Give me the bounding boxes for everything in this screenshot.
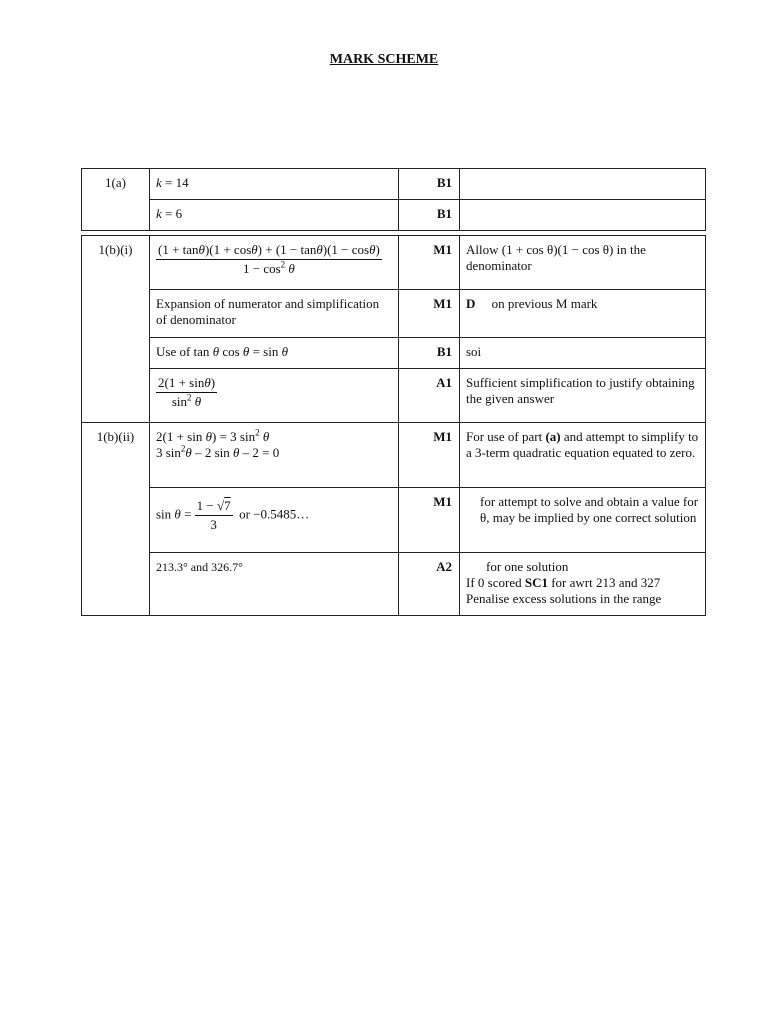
answer-cell: sin θ = $\frac{1 - √7}{3}$ or −0.5485… (150, 488, 399, 553)
table-row (82, 236, 706, 290)
mark-cell: M1 (399, 488, 460, 553)
table-row (82, 369, 706, 423)
mark-cell: M1 (399, 423, 460, 488)
mark-cell: A2 (399, 553, 460, 616)
note-cell: Sufficient simplification to justify obtaining the given answer (460, 369, 706, 423)
note-cell: for attempt to solve and obtain a value for θ, may be implied by one correct solution (460, 488, 706, 553)
answer-cell: Use of tan θ cos θ = sin θ (150, 338, 399, 369)
note-cell: soi (460, 338, 706, 369)
note-cell: For use of part (a) and attempt to simplify to a 3-term quadratic equation equated to zero. (460, 423, 706, 488)
note-cell: Allow (1 + cos θ)(1 − cos θ) in the denominator (460, 236, 706, 290)
question-number: 1(b)(ii) (82, 423, 150, 616)
table-row (82, 200, 706, 231)
page-title: MARK SCHEME (329, 52, 439, 67)
mark-cell: M1 (399, 236, 460, 290)
note-cell: for one solution If 0 scored SC1 for awrt 213 and 327 Penalise excess solutions in the range (460, 553, 706, 616)
mark-cell: B1 (399, 200, 460, 231)
table-row (82, 488, 706, 553)
answer-cell: Expansion of numerator and simplification of denominator (150, 290, 399, 338)
mark-cell: A1 (399, 369, 460, 423)
fraction-expression: $\frac{(1 + \tan\theta)(1 + \cos\theta) + (1 - \tan\theta)(1 - \cos\theta)}{1 - \cos^2 \theta}$ (158, 242, 380, 276)
fraction-expression: $\frac{2(1 + \sin\theta)}{\sin^2 \theta}$ (158, 375, 216, 409)
question-number: 1(a) (82, 169, 150, 231)
mark-cell: B1 (399, 169, 460, 200)
mark-table-1a (81, 168, 706, 231)
note-cell (460, 169, 706, 200)
answer-cell (150, 369, 399, 423)
note-cell (460, 200, 706, 231)
answer-cell (150, 236, 399, 290)
answer-cell: k = 6 (150, 200, 399, 231)
mark-table-1b (81, 235, 706, 616)
table-row (82, 169, 706, 200)
table-row (82, 290, 706, 338)
answer-cell: 213.3° and 326.7° (150, 553, 399, 616)
mark-cell: B1 (399, 338, 460, 369)
mark-cell: M1 (399, 290, 460, 338)
fraction-expression: $\frac{1 - √7}{3}$ (196, 498, 231, 532)
table-row (82, 423, 706, 488)
table-row (82, 553, 706, 616)
question-number: 1(b)(i) (82, 236, 150, 423)
note-cell: D on previous M mark (460, 290, 706, 338)
table-row (82, 338, 706, 369)
answer-cell: k = 14 (150, 169, 399, 200)
answer-cell: 2(1 + sin θ) = 3 $\sin^2 \theta$ 3 $\sin^2\theta - 2$ sin θ – 2 = 0 (150, 423, 399, 488)
